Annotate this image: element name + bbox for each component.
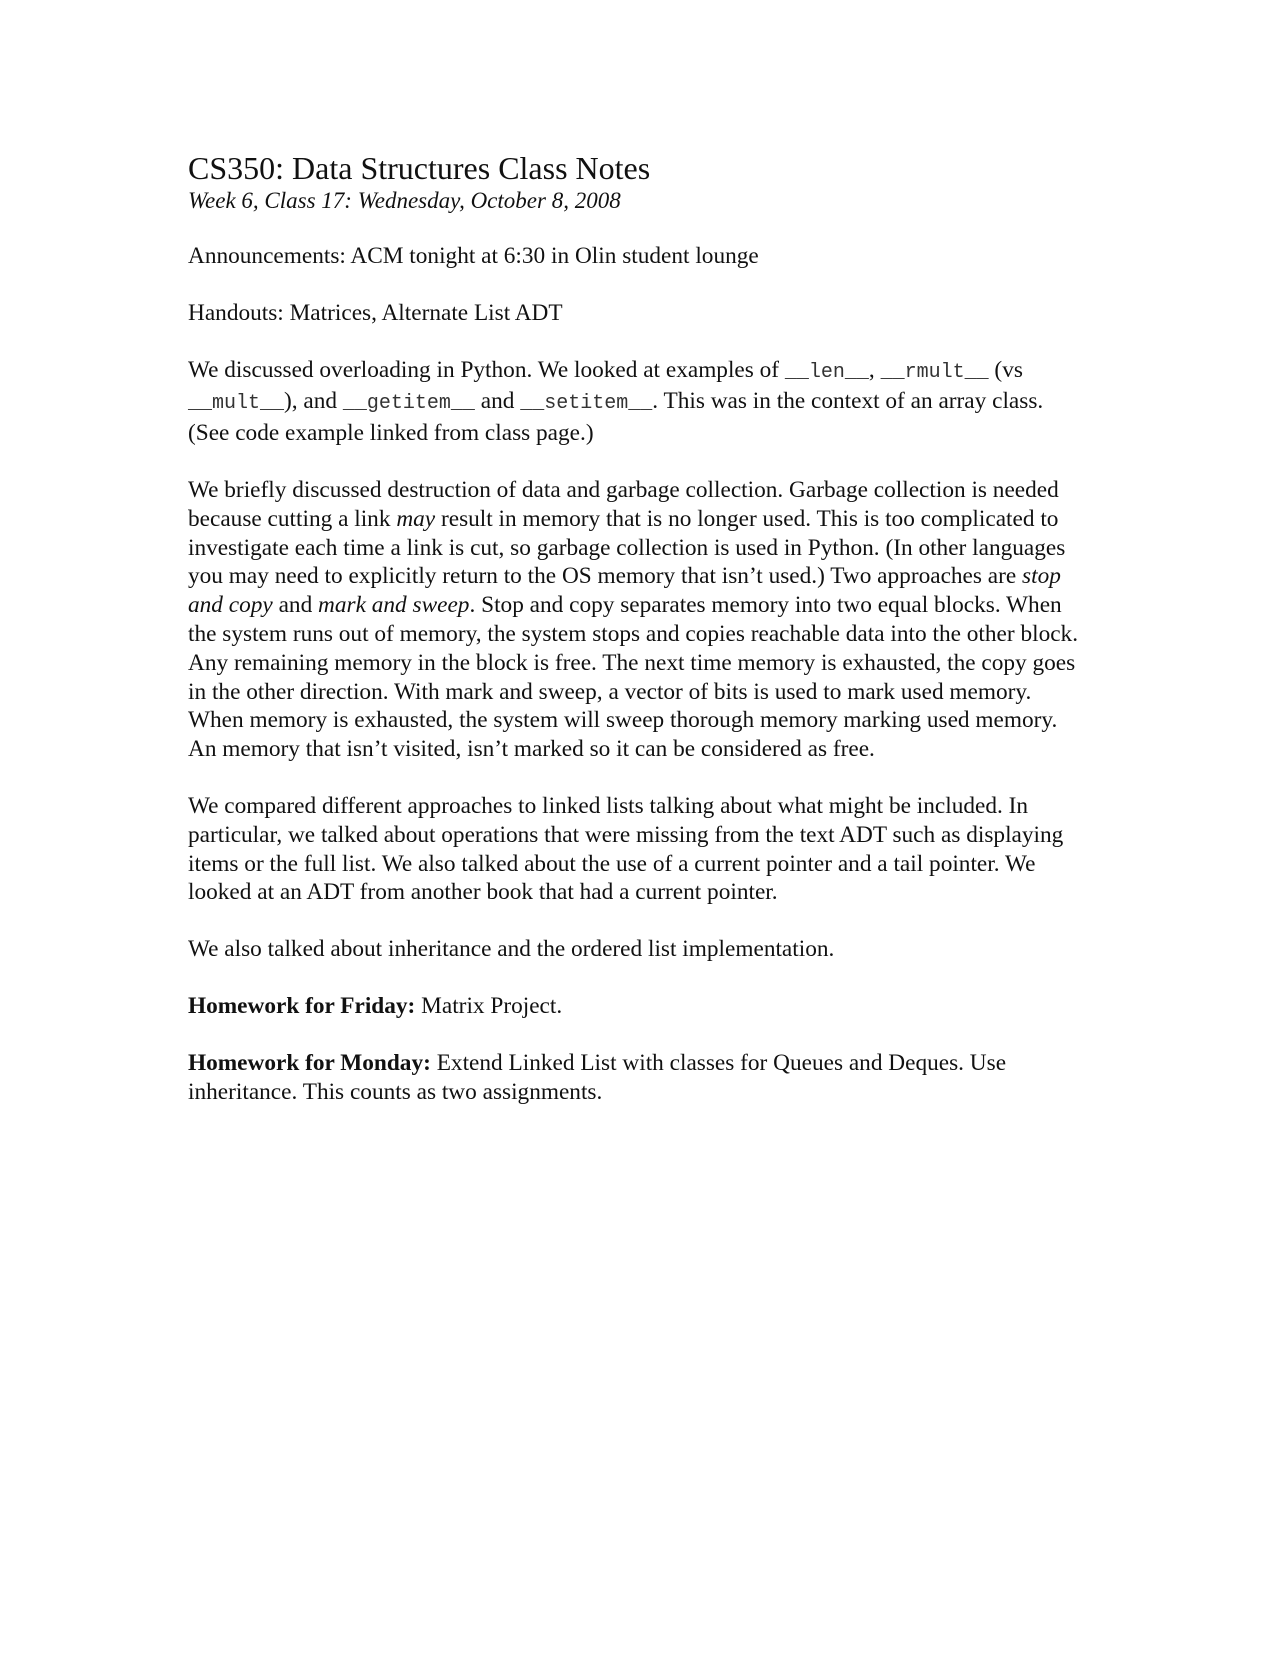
emphasis-stop-and-copy: stop and copy <box>188 563 1061 619</box>
inheritance-paragraph: We also talked about inheritance and the ordered list implementation. <box>188 936 835 963</box>
homework-friday-paragraph <box>188 992 1088 1021</box>
code-rmult: __rmult__ <box>880 360 989 384</box>
emphasis-mark-and-sweep: mark and sweep <box>318 592 470 619</box>
announcements-paragraph: Announcements: ACM tonight at 6:30 in Olin student lounge <box>188 243 759 269</box>
garbage-text-1: We briefly discussed destruction of data and garbage collection. Garbage collection is needed because cutting a link <box>188 476 1059 532</box>
code-setitem: __setitem__ <box>520 392 653 416</box>
garbage-text-2: result in memory that is no longer used. This is too complicated to investigate each time a link is cut, so garbage collection is used in Python. (In other languages you may need to explicitly return to the OS memory that isn’t used.) Two approaches are <box>188 505 1066 590</box>
homework-monday-paragraph <box>188 1049 1088 1107</box>
emphasis-may: may <box>396 505 436 532</box>
linked-lists-paragraph: We compared different approaches to linked lists talking about what might be included. In particular, we talked about operations that were missing from the text ADT such as displaying items or the full list. We also talked about the use of a current pointer and a tail pointer. We looked at an ADT from another book that had a current pointer. <box>188 792 1064 906</box>
homework-monday-text: Extend Linked List with classes for Queues and Deques. Use inheritance. This counts as two assignments. <box>188 1049 1007 1105</box>
overloading-text-6: . This was in the context of an array class. (See code example linked from class page.) <box>188 388 1044 447</box>
garbage-collection-paragraph <box>188 476 1088 764</box>
garbage-text-3: and <box>272 592 319 619</box>
page-subtitle: Week 6, Class 17: Wednesday, October 8, 2008 <box>188 188 621 213</box>
overloading-text-4: ), and <box>284 388 343 415</box>
code-mult: __mult__ <box>188 392 285 416</box>
document-page <box>188 150 1088 1134</box>
code-len: __len__ <box>784 360 869 384</box>
code-getitem: __getitem__ <box>342 392 475 416</box>
garbage-text-4: . Stop and copy separates memory into two equal blocks. When the system runs out of memory, the system stops and copies reachable data into the other block. Any remaining memory in the block is free. The next time memory is exhausted, the copy goes in the other direction. With mark and sweep, a vector of bits is used to mark used memory. When memory is exhausted, the system will sweep thorough memory marking used memory. An memory that isn’t visited, isn’t marked so it can be considered as free. <box>188 592 1079 763</box>
overloading-text-3: (vs <box>988 356 1023 383</box>
homework-monday-label: Homework for Monday: <box>188 1049 431 1076</box>
overloading-text-2: , <box>868 356 881 383</box>
handouts-paragraph: Handouts: Matrices, Alternate List ADT <box>188 299 563 326</box>
overloading-text-5: and <box>474 388 521 415</box>
overloading-text-1: We discussed overloading in Python. We looked at examples of <box>188 356 785 383</box>
homework-friday-text: Matrix Project. <box>415 992 563 1019</box>
overloading-paragraph <box>188 356 1088 448</box>
homework-friday-label: Homework for Friday: <box>188 992 416 1019</box>
page-title: CS350: Data Structures Class Notes <box>188 150 651 186</box>
